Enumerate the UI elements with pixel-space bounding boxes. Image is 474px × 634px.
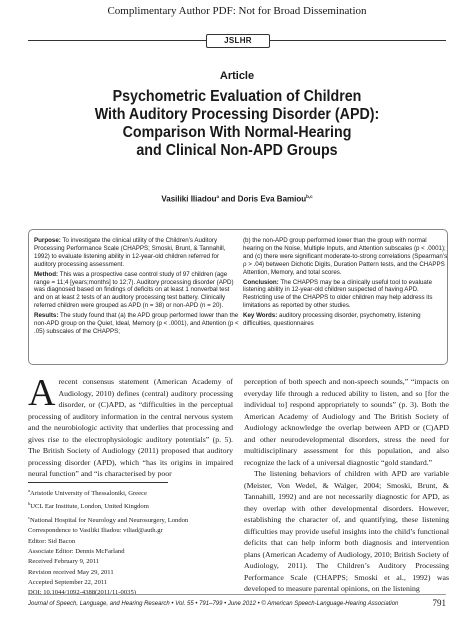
abstract-keywords: [243, 312, 448, 328]
author-1-affil: a: [216, 194, 219, 199]
title-line-3: Comparison With Normal-Hearing: [122, 124, 352, 141]
conclusion-label: Conclusion:: [243, 278, 279, 286]
body-right-column: [244, 376, 449, 595]
affiliation-a: $^a$Aristotle University of Thessaloniki, Greece: [28, 488, 147, 498]
body-paragraph-1: perception of both speech and non-speech sounds,” “impacts on everyday life through a reduced ability to listen, and so [for the individual to] respond appropriately to sounds” (p. 3). Both the American Academy of Audiology and The British Society of Audiology acknowledge the overlap between APD or (C)APD and other neurodevelopmental disorders, stress the need for multidisciplinary assessment for this population, and also recognize the lack of a universal diagnostic “gold standard.”: [244, 377, 449, 467]
abstract-conclusion: [243, 279, 448, 311]
editor: Editor: Sid Bacon: [28, 537, 76, 545]
page-number: 791: [432, 598, 446, 608]
body-left-column: [28, 372, 233, 480]
purpose-label: Purpose:: [34, 237, 61, 244]
keywords-text: auditory processing disorder, psychometry, listening difficulties, questionnaires: [243, 312, 421, 328]
conclusion-text: The CHAPPS may be a clinically useful tool to evaluate listening ability in 12-year-old children suspected of having APD. Restricting use of the CHAPPS to older children may help address its limitations as reported by other studies.: [243, 278, 433, 310]
title-line-1: Psychometric Evaluation of Children: [112, 88, 362, 105]
received-date: Received February 9, 2011: [28, 558, 100, 566]
affiliation-b: $^b$UCL Ear Institute, London, United Kingdom: [28, 501, 149, 511]
footnotes: [28, 486, 238, 599]
abstract-method: [34, 271, 239, 311]
author-2-affil: b,c: [306, 194, 313, 199]
method-label: Method:: [34, 270, 59, 278]
author-2: Doris Eva Bamiou: [237, 194, 307, 204]
title-line-2: With Auditory Processing Disorder (APD):: [94, 106, 380, 123]
drop-cap: A: [28, 372, 56, 414]
journal-citation: Journal of Speech, Language, and Hearing Research • Vol. 55 • 791–799 • June 2012 • © American Speech-Language-Hearing Association: [28, 601, 399, 607]
article-title: [56, 88, 418, 160]
results-label: Results:: [34, 312, 59, 320]
author-1: Vasiliki Iliadou: [161, 194, 217, 204]
footer-rule: [28, 594, 446, 595]
complimentary-notice: Complimentary Author PDF: Not for Broad Dissemination: [107, 5, 367, 17]
body-paragraph-2: The listening behaviors of children with APD are variable (Meister, Von Wedel, & Walger, 2004; Smoski, Brunt, & Tannahill, 1992) and are not necessarily diagnostic for APD, as they overlap with other developmental disorders. However, establishing the character of, and quantifying, these listening difficulties may provide useful insights into the child’s functional deficits that can help inform both diagnosis and intervention plans (American Academy of Audiology, 2010; British Society of Audiology, 2011). The Children’s Auditory Processing Performance Scale (CHAPPS; Smoski et al., 1992) was developed to measure parental opinions, on the listening: [244, 469, 449, 593]
journal-badge: JSLHR: [206, 34, 270, 48]
results-text-a: The study found that (a) the APD group performed lower than the non-APD group on the Quiet, Ideal, Memory (p < .0001), and Attention (p < .05) subscales of the CHAPPS;: [34, 312, 239, 335]
revision-date: Revision received May 29, 2011: [28, 568, 114, 576]
abstract-left-column: [34, 237, 239, 338]
keywords-label: Key Words:: [243, 312, 278, 320]
article-type: Article: [219, 70, 255, 82]
abstract-right-column: [243, 237, 448, 330]
doi: DOI: 10.1044/1092-4388(2011/11-0035): [28, 589, 136, 597]
title-line-4: and Clinical Non-APD Groups: [136, 142, 338, 159]
results-text-b: (b) the non-APD group performed lower than the group with normal hearing on the Noise, Multiple Inputs, and Attention subscales (p < .0001); and (c) there were significant moderate-to-strong correlations (Spearman’s ρ > .04) between Dichotic Digits, Duration Pattern tests, and the CHAPPS Attention, Memory, and total scores.: [243, 237, 448, 276]
purpose-text: To investigate the clinical utility of the Children’s Auditory Processing Performance Scale (CHAPPS; Smoski, Brunt, & Tannahill, 1992) to evaluate listening ability in 12-year-old children referred for auditory processing assessment.: [34, 237, 226, 268]
abstract-purpose: [34, 237, 239, 269]
author-line: [0, 194, 474, 204]
correspondence: Correspondence to Vasiliki Iliadou: viliad@auth.gr: [28, 527, 163, 535]
footnote-rule: [28, 482, 168, 483]
accepted-date: Accepted September 22, 2011: [28, 578, 108, 586]
intro-text: recent consensus statement (American Academy of Audiology, 2010) defines (central) auditory processing disorder, or (C)APD, as “difficulties in the perceptual processing of auditory information in the central nervous system and the neurobiologic activity that underlies that processing and gives rise to the electrophysiologic auditory potentials” (p. 5). The British Society of Audiology (2011) proposed that auditory processing disorder (APD), which “has its origins in impaired neural function” and “is characterised by poor: [28, 377, 233, 478]
method-text: This was a prospective case control study of 97 children (age range = 11;4 [years;months] to 12;7). Auditory processing disorder (APD) was diagnosed based on findings of deficits on at least 1 nonverbal test and on at least 2 tests of an auditory processing test battery. Clinically referred children were grouped as APD (n = 38) or non-APD (n = 20).: [34, 270, 234, 310]
affiliation-c: $^c$National Hospital for Neurology and Neurosurgery, London: [28, 514, 189, 525]
author-and: and: [219, 194, 238, 204]
abstract-results: [34, 312, 239, 336]
intro-paragraph: [28, 372, 233, 480]
associate-editor: Associate Editor: Dennis McFarland: [28, 548, 125, 556]
